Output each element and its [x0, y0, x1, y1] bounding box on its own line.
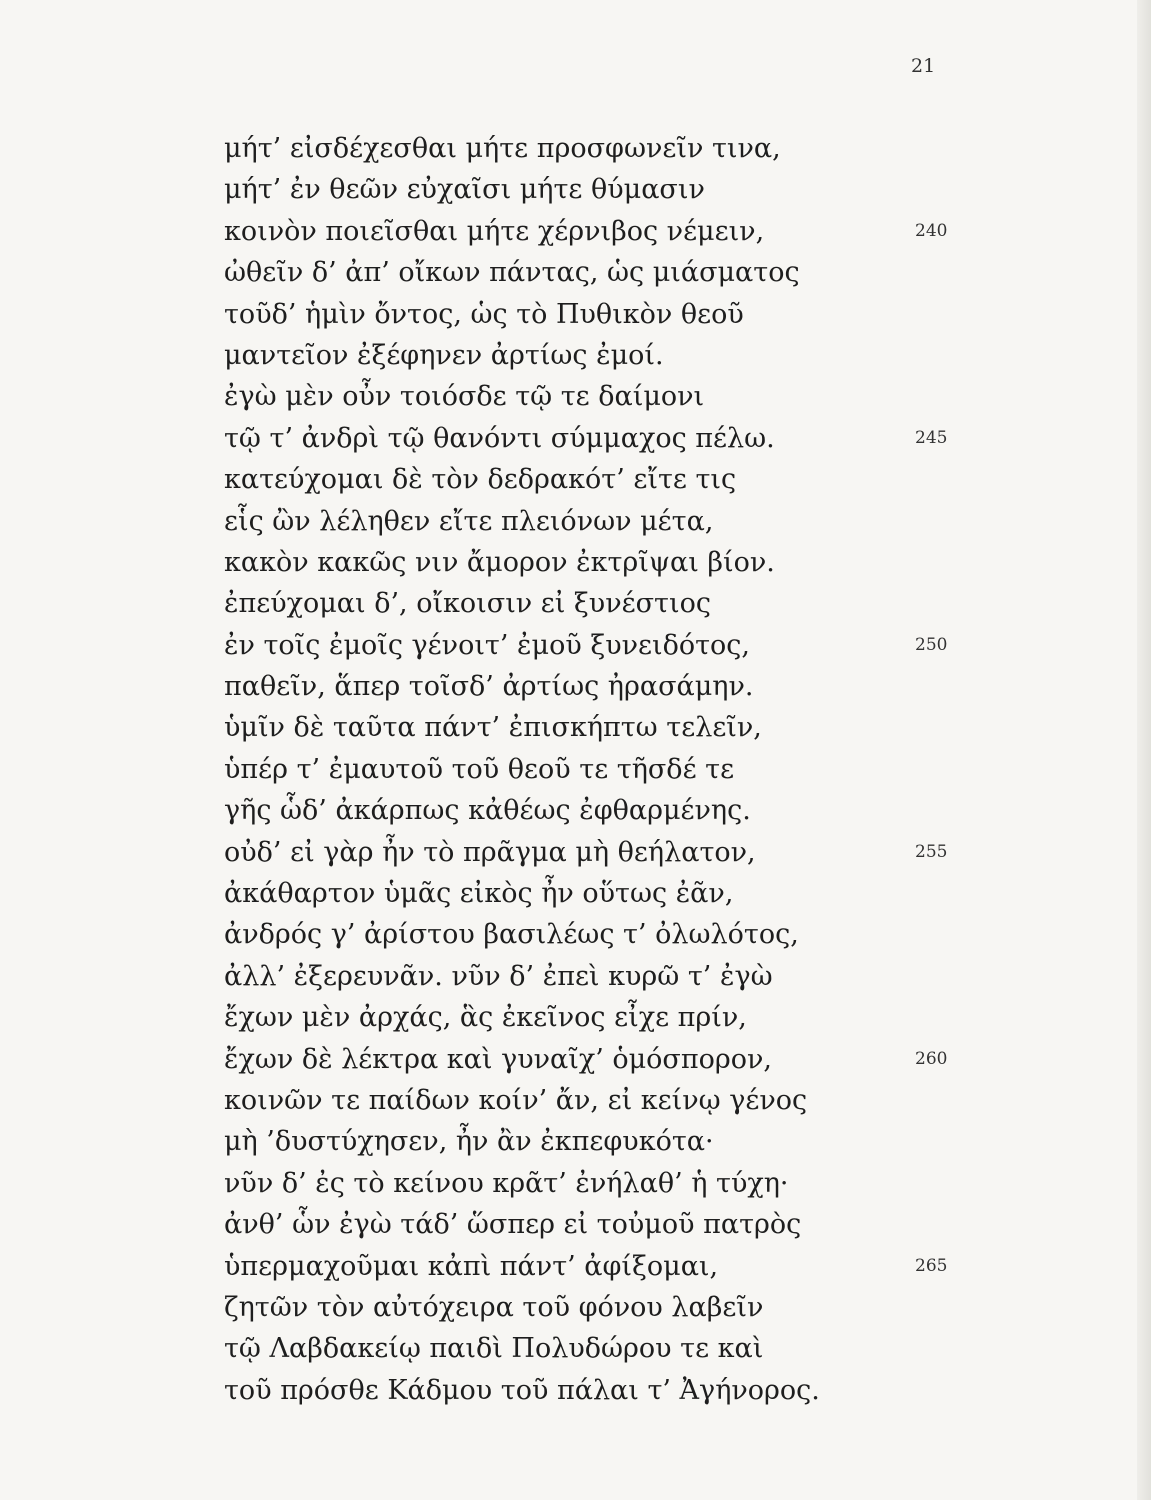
- verse-line: [224, 542, 924, 583]
- verse-text: οὐδ’ εἰ γὰρ ἦν τὸ πρᾶγμα μὴ θεήλατον,: [224, 836, 756, 868]
- verse-text: μήτ’ εἰσδέχεσθαι μήτε προσφωνεῖν τινα,: [224, 133, 781, 164]
- verse-text: ζητῶν τὸν αὐτόχειρα τοῦ φόνου λαβεῖν: [224, 1291, 764, 1323]
- verse-line: [224, 1204, 924, 1245]
- verse-line: [224, 211, 948, 252]
- verse-text: ἐν τοῖς ἐμοῖς γένοιτ’ ἐμοῦ ξυνειδότος,: [224, 629, 750, 661]
- verse-text: γῆς ὧδ’ ἀκάρπως κἀθέως ἐφθαρμένης.: [224, 795, 751, 827]
- verse-text: μὴ ’δυστύχησεν, ἦν ἂν ἐκπεφυκότα·: [224, 1126, 714, 1158]
- verse-line: [224, 459, 924, 500]
- verse-text: ὑπέρ τ’ ἐμαυτοῦ τοῦ θεοῦ τε τῆσδέ τε: [224, 753, 735, 785]
- verse-text: μαντεῖον ἐξέφηνεν ἀρτίως ἐμοί.: [224, 339, 664, 371]
- verse-text: ἀνθ’ ὧν ἐγὼ τάδ’ ὥσπερ εἰ τοὐμοῦ πατρὸς: [224, 1209, 802, 1241]
- verse-line: [224, 418, 948, 459]
- verse-text: τοῦ πρόσθε Κάδμου τοῦ πάλαι τ’ Ἀγήνορος.: [224, 1374, 820, 1406]
- verse-line: [224, 625, 948, 666]
- verse-text: τοῦδ’ ἡμὶν ὄντος, ὡς τὸ Πυθικὸν θεοῦ: [224, 298, 744, 330]
- verse-line: [224, 790, 924, 831]
- verse-text: εἷς ὢν λέληθεν εἴτε πλειόνων μέτα,: [224, 505, 714, 537]
- verse-text: ἀλλ’ ἐξερευνᾶν. νῦν δ’ ἐπεὶ κυρῶ τ’ ἐγὼ: [224, 960, 773, 992]
- verse-line: [224, 1080, 924, 1121]
- verse-line: [224, 956, 924, 997]
- verse-text: ἀκάθαρτον ὑμᾶς εἰκὸς ἦν οὕτως ἐᾶν,: [224, 878, 734, 910]
- verse-text: ὑμῖν δὲ ταῦτα πάντ’ ἐπισκήπτω τελεῖν,: [224, 712, 762, 744]
- line-number: 245: [915, 427, 948, 448]
- line-number: 240: [915, 220, 948, 241]
- verse-line: [224, 1039, 948, 1080]
- verse-line: [224, 914, 924, 955]
- verse-line: [224, 583, 924, 624]
- verse-line: [224, 376, 924, 417]
- verse-text: ἔχων μὲν ἀρχάς, ἃς ἐκεῖνος εἶχε πρίν,: [224, 1002, 747, 1034]
- page-number: 21: [911, 55, 936, 77]
- verse-text: παθεῖν, ἅπερ τοῖσδ’ ἀρτίως ἠρασάμην.: [224, 671, 754, 703]
- verse-line: [224, 1246, 948, 1287]
- verse-text: ὠθεῖν δ’ ἀπ’ οἴκων πάντας, ὡς μιάσματος: [224, 257, 800, 289]
- verse-line: [224, 666, 924, 707]
- line-number: 265: [915, 1255, 948, 1276]
- verse-line: [224, 1163, 924, 1204]
- verse-line: [224, 1370, 924, 1411]
- verse-text: ἐπεύχομαι δ’, οἴκοισιν εἰ ξυνέστιος: [224, 588, 711, 620]
- verse-block: [224, 128, 948, 1411]
- verse-line: [224, 169, 924, 210]
- verse-line: [224, 873, 924, 914]
- verse-text: κακὸν κακῶς νιν ἄμορον ἐκτρῖψαι βίον.: [224, 546, 775, 578]
- line-number: 250: [915, 634, 948, 655]
- verse-line: [224, 1121, 924, 1162]
- verse-line: [224, 501, 924, 542]
- verse-text: ἀνδρός γ’ ἀρίστου βασιλέως τ’ ὀλωλότος,: [224, 919, 799, 951]
- verse-line: [224, 749, 924, 790]
- verse-text: κοινὸν ποιεῖσθαι μήτε χέρνιβος νέμειν,: [224, 215, 765, 247]
- page-edge: [1137, 0, 1151, 1500]
- line-number: 260: [915, 1048, 948, 1069]
- verse-text: ὑπερμαχοῦμαι κἀπὶ πάντ’ ἀφίξομαι,: [224, 1250, 719, 1282]
- verse-line: [224, 832, 948, 873]
- verse-line: [224, 294, 924, 335]
- verse-text: κατεύχομαι δὲ τὸν δεδρακότ’ εἴτε τις: [224, 464, 737, 496]
- verse-line: [224, 707, 924, 748]
- verse-line: [224, 128, 924, 169]
- verse-text: κοινῶν τε παίδων κοίν’ ἄν, εἰ κείνῳ γένος: [224, 1084, 808, 1116]
- verse-text: ἔχων δὲ λέκτρα καὶ γυναῖχ’ ὁμόσπορον,: [224, 1043, 772, 1075]
- verse-text: νῦν δ’ ἐς τὸ κείνου κρᾶτ’ ἐνήλαθ’ ἡ τύχη·: [224, 1167, 789, 1199]
- line-number: 255: [915, 841, 948, 862]
- verse-text: ἐγὼ μὲν οὖν τοιόσδε τῷ τε δαίμονι: [224, 381, 705, 413]
- verse-line: [224, 1328, 924, 1369]
- verse-line: [224, 1287, 924, 1328]
- verse-line: [224, 335, 924, 376]
- verse-text: τῷ Λαβδακείῳ παιδὶ Πολυδώρου τε καὶ: [224, 1333, 764, 1365]
- verse-text: μήτ’ ἐν θεῶν εὐχαῖσι μήτε θύμασιν: [224, 174, 705, 206]
- verse-line: [224, 252, 924, 293]
- verse-line: [224, 997, 924, 1038]
- verse-text: τῷ τ’ ἀνδρὶ τῷ θανόντι σύμμαχος πέλω.: [224, 422, 775, 454]
